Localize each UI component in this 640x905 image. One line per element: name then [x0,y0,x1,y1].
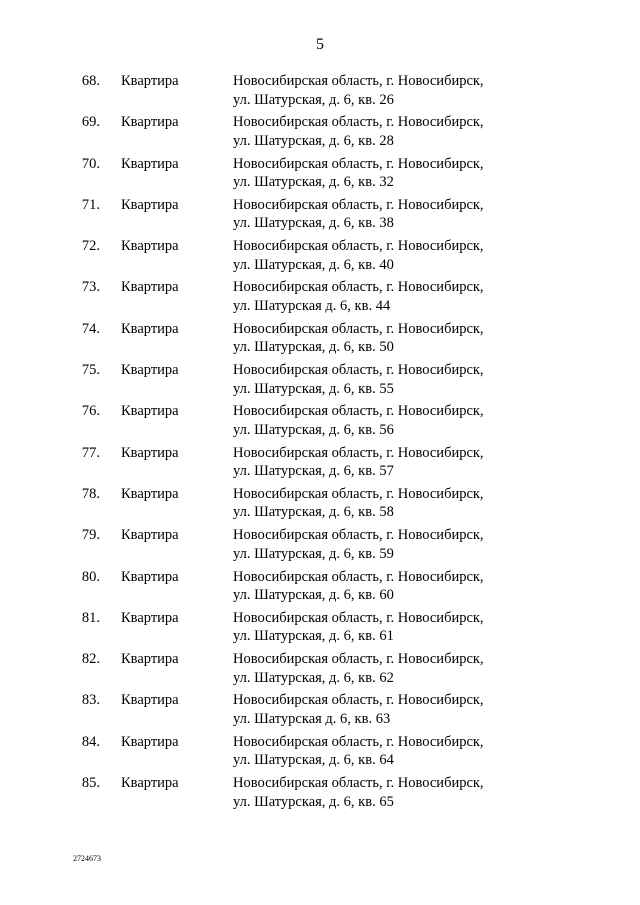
list-item [0,237,640,278]
address-line-2: ул. Шатурская, д. 6, кв. 55 [233,380,394,397]
item-address [233,568,533,605]
address-line-2: ул. Шатурская, д. 6, кв. 57 [233,463,394,480]
item-type: Квартира [121,155,179,172]
address-line-2: ул. Шатурская, д. 6, кв. 38 [233,215,394,232]
item-number: 70. [81,155,100,172]
address-line-1: Новосибирская область, г. Новосибирск, [233,362,484,379]
item-address [233,609,533,646]
item-address [233,113,533,150]
address-line-1: Новосибирская область, г. Новосибирск, [233,485,484,502]
list-item [0,402,640,443]
item-address [233,155,533,192]
address-line-2: ул. Шатурская, д. 6, кв. 65 [233,793,394,810]
address-line-1: Новосибирская область, г. Новосибирск, [233,114,484,131]
item-number: 85. [81,775,100,792]
address-line-1: Новосибирская область, г. Новосибирск, [233,279,484,296]
list-item [0,526,640,567]
address-line-2: ул. Шатурская, д. 6, кв. 60 [233,587,394,604]
item-type: Квартира [121,733,179,750]
list-item [0,72,640,113]
address-line-1: Новосибирская область, г. Новосибирск, [233,196,484,213]
item-address [233,278,533,315]
item-address [233,444,533,481]
list-item [0,568,640,609]
item-number: 79. [81,527,100,544]
property-list [0,72,640,815]
list-item [0,609,640,650]
address-line-1: Новосибирская область, г. Новосибирск, [233,692,484,709]
item-type: Квартира [121,73,179,89]
list-item [0,155,640,196]
address-line-1: Новосибирская область, г. Новосибирск, [233,320,484,337]
item-number: 71. [81,196,100,213]
address-line-1: Новосибирская область, г. Новосибирск, [233,568,484,585]
address-line-2: ул. Шатурская, д. 6, кв. 58 [233,504,394,521]
address-line-1: Новосибирская область, г. Новосибирск, [233,238,484,255]
item-type: Квартира [121,651,179,668]
address-line-1: Новосибирская область, г. Новосибирск, [233,444,484,461]
address-line-1: Новосибирская область, г. Новосибирск, [233,403,484,420]
item-type: Квартира [121,692,179,709]
item-number: 80. [81,568,100,585]
address-line-2: ул. Шатурская, д. 6, кв. 61 [233,628,394,645]
address-line-2: ул. Шатурская, д. 6, кв. 64 [233,752,394,769]
list-item [0,733,640,774]
item-address [233,733,533,770]
item-type: Квартира [121,279,179,296]
item-number: 69. [81,114,100,131]
list-item [0,278,640,319]
address-line-2: ул. Шатурская, д. 6, кв. 40 [233,256,394,273]
item-type: Квартира [121,196,179,213]
address-line-1: Новосибирская область, г. Новосибирск, [233,609,484,626]
item-number: 83. [81,692,100,709]
item-address [233,774,533,811]
item-type: Квартира [121,609,179,626]
address-line-2: ул. Шатурская, д. 6, кв. 32 [233,174,394,191]
page-number: 5 [316,36,324,53]
address-line-2: ул. Шатурская, д. 6, кв. 28 [233,132,394,149]
address-line-1: Новосибирская область, г. Новосибирск, [233,775,484,792]
item-type: Квартира [121,568,179,585]
list-item [0,774,640,815]
list-item [0,113,640,154]
item-number: 78. [81,485,100,502]
list-item [0,691,640,732]
item-type: Квартира [121,320,179,337]
item-address [233,485,533,522]
address-line-2: ул. Шатурская, д. 6, кв. 56 [233,421,394,438]
item-number: 72. [81,238,100,255]
item-address [233,402,533,439]
item-type: Квартира [121,444,179,461]
list-item [0,485,640,526]
item-number: 82. [81,651,100,668]
item-address [233,526,533,563]
address-line-2: ул. Шатурская, д. 6, кв. 26 [233,91,394,108]
item-number: 75. [81,362,100,379]
item-number: 77. [81,444,100,461]
item-number: 81. [81,609,100,626]
item-type: Квартира [121,238,179,255]
list-item [0,444,640,485]
list-item [0,196,640,237]
address-line-2: ул. Шатурская д. 6, кв. 63 [233,710,391,727]
item-type: Квартира [121,403,179,420]
item-number: 74. [81,320,100,337]
item-type: Квартира [121,527,179,544]
item-address [233,361,533,398]
item-type: Квартира [121,485,179,502]
address-line-1: Новосибирская область, г. Новосибирск, [233,651,484,668]
list-item [0,361,640,402]
item-address [233,691,533,728]
list-item [0,320,640,361]
item-address [233,320,533,357]
item-type: Квартира [121,362,179,379]
address-line-2: ул. Шатурская, д. 6, кв. 59 [233,545,394,562]
item-number: 73. [81,279,100,296]
address-line-1: Новосибирская область, г. Новосибирск, [233,527,484,544]
address-line-2: ул. Шатурская д. 6, кв. 44 [233,297,391,314]
address-line-2: ул. Шатурская, д. 6, кв. 50 [233,339,394,356]
address-line-1: Новосибирская область, г. Новосибирск, [233,155,484,172]
item-address [233,72,533,109]
item-address [233,196,533,233]
item-type: Квартира [121,114,179,131]
document-code: 2724673 [73,854,101,863]
item-number: 84. [81,733,100,750]
item-number: 76. [81,403,100,420]
item-type: Квартира [121,775,179,792]
address-line-2: ул. Шатурская, д. 6, кв. 62 [233,669,394,686]
list-item [0,650,640,691]
item-address [233,650,533,687]
address-line-1: Новосибирская область, г. Новосибирск, [233,73,484,89]
address-line-1: Новосибирская область, г. Новосибирск, [233,733,484,750]
item-number: 68. [81,73,100,89]
item-address [233,237,533,274]
